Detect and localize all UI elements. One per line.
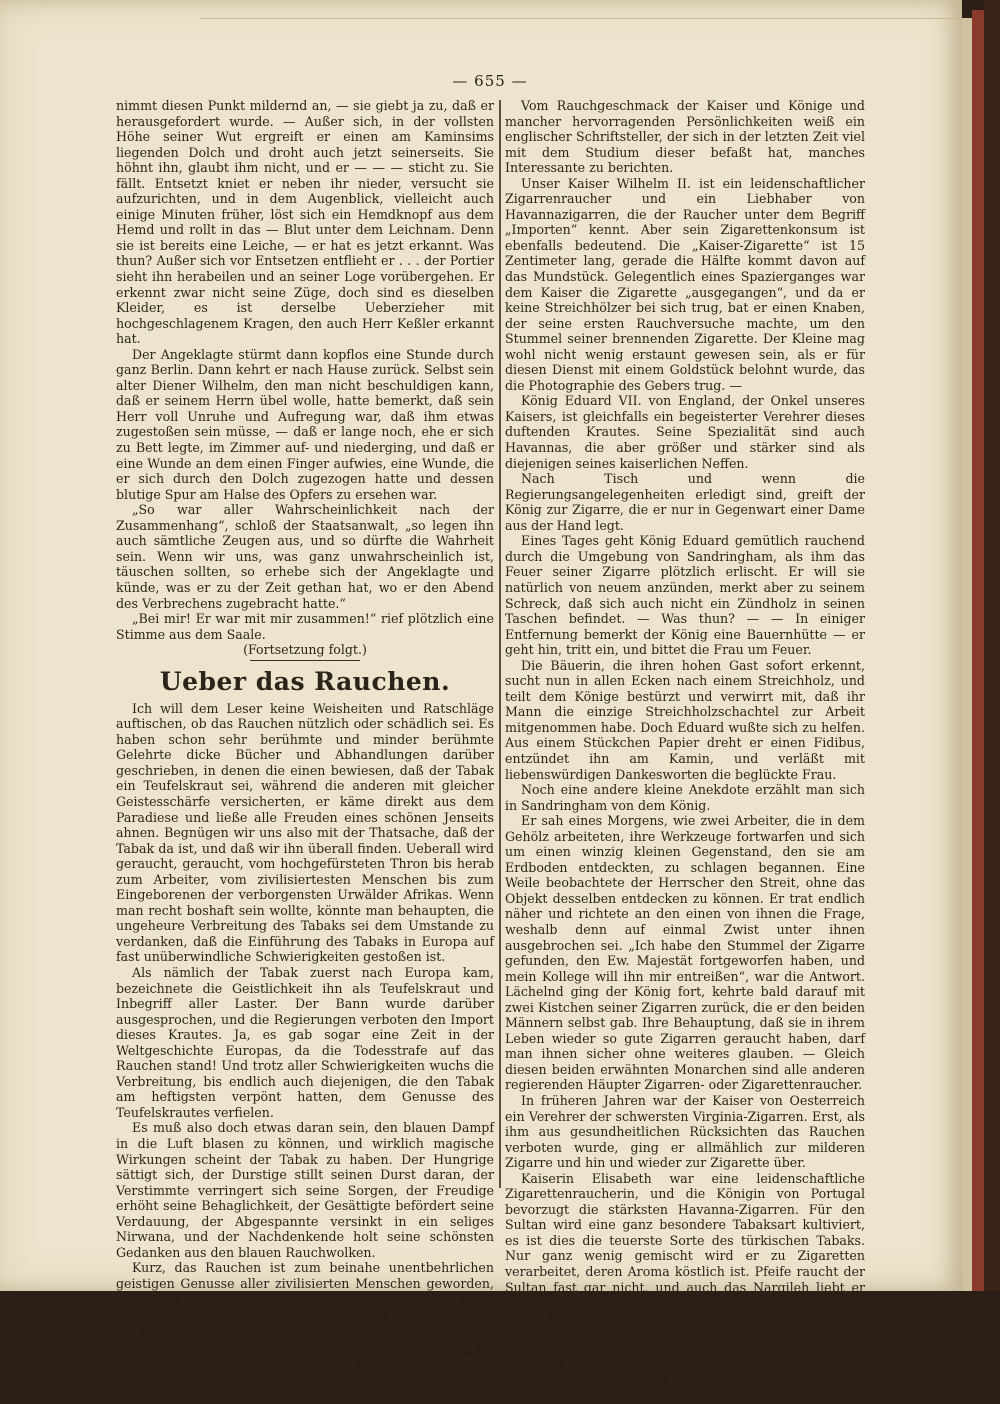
article-heading: Ueber das Rauchen. <box>159 666 451 696</box>
paragraph: Vom Rauchgeschmack der Kaiser und Könige und mancher hervorragenden Persönlichkeiten weiß ein englischer Schriftsteller, der sich in der letzten Zeit viel mit dem Studium dieser befaßt hat, manches Interessante zu berichten. <box>505 98 865 176</box>
paragraph: „Bei mir! Er war mit mir zusammen!“ rief plötzlich eine Stimme aus dem Saale. <box>116 611 494 642</box>
column-rule <box>499 100 501 1188</box>
paragraph: König Eduard VII. von England, der Onkel unseres Kaisers, ist gleichfalls ein begeisterter Verehrer dieses duftenden Krautes. Seine Spezialität sind auch Havannas, die aber größer und stärker sind als diejenigen seines kaiserlichen Neffen. <box>505 393 865 471</box>
section-separator <box>250 660 360 661</box>
continuation-note: (Fortsetzung folgt.) <box>243 642 367 658</box>
paragraph: Der Angeklagte stürmt dann kopflos eine Stunde durch ganz Berlin. Dann kehrt er nach Hause zurück. Selbst sein alter Diener Wilhelm, den man nicht beschuldigen kann, daß er seinem Herrn übel wolle, hatte bemerkt, daß sein Herr voll Unruhe und Aufregung war, daß ihm etwas zugestoßen sein müsse, — daß er lange noch, ehe er sich zu Bett legte, im Zimmer auf- und niederging, und daß er eine Wunde an dem einen Finger aufwies, eine Wunde, die er sich durch den Dolch zugezogen hatte und dessen blutige Spur am Halse des Opfers zu ersehen war. <box>116 346 494 502</box>
right-column <box>505 98 865 1404</box>
book-cover-edge <box>972 10 984 1291</box>
paragraph: Ich will dem Leser keine Weisheiten und Ratschläge auftischen, ob das Rauchen nützlich oder schädlich sei. Es haben schon sehr berühmte und minder berühmte Gelehrte dicke Bücher und Abhandlungen darüber geschrieben, in denen die einen bewiesen, daß der Tabak ein Teufelskraut sei, während die anderen mit gleicher Geistesschärfe versicherten, er käme direkt aus dem Paradiese und ließe alle Freuden eines schönen Jenseits ahnen. Begnügen wir uns also mit der Thatsache, daß der Tabak da ist, und daß wir ihn überall finden. Ueberall wird geraucht, geraucht, vom hochgefürsteten Thron bis herab zum Arbeiter, vom zivilisiertesten Menschen bis zum Eingeborenen der verborgensten Urwälder Afrikas. Wenn man recht boshaft sein wollte, könnte man behaupten, die ungeheure Verbreitung des Tabaks sei dem Umstande zu verdanken, daß die Einführung des Tabaks in Europa auf fast unüberwindliche Schwierigkeiten gestoßen ist. <box>116 700 494 965</box>
paragraph: Unser Kaiser Wilhelm II. ist ein leidenschaftlicher Zigarrenraucher und ein Liebhaber von Havannazigarren, die der Raucher unter dem Begriff „Importen“ kennt. Aber sein Zigarettenkonsum ist ebenfalls bedeutend. Die „Kaiser-Zigarette“ ist 15 Zentimeter lang, gerade die Hälfte kommt davon auf das Mundstück. Gelegentlich eines Spazierganges war dem Kaiser die Zigarette „ausgegangen“, und da er keine Streichhölzer bei sich trug, bat er einen Knaben, der seine ersten Rauchversuche machte, um den Stummel seiner brennenden Zigarette. Der Kleine mag wohl nicht wenig erstaunt gewesen sein, als er für diesen Dienst mit einem Goldstück belohnt wurde, das die Photographie des Gebers trug. — <box>505 175 865 393</box>
left-column <box>116 98 494 1385</box>
paragraph: Nach Tisch und wenn die Regierungsangelegenheiten erledigt sind, greift der König zur Zigarre, die er nur in Gegenwart einer Dame aus der Hand legt. <box>505 471 865 533</box>
paragraph: nimmt diesen Punkt mildernd an, — sie giebt ja zu, daß er herausgefordert wurde. — Außer sich, in der vollsten Höhe seiner Wut ergreift er einen am Kaminsims liegenden Dolch und droht auch jetzt seinerseits. Sie höhnt ihn, glaubt ihm nicht, und er — — — sticht zu. Sie fällt. Entsetzt kniet er neben ihr nieder, versucht sie aufzurichten, und in dem Augenblick, vielleicht auch einige Minuten früher, löst sich ein Hemdknopf aus dem Hemd und rollt in das — Blut unter dem Leichnam. Denn sie ist bereits eine Leiche, — er hat es jetzt erkannt. Was thun? Außer sich vor Entsetzen entflieht er . . . der Portier sieht ihn herabeilen und an seiner Loge vorübergehen. Er erkennt zwar nicht seine Züge, doch sind es dieselben Kleider, es ist derselbe Ueberzieher mit hochgeschlagenem Kragen, den auch Herr Keßler erkannt hat. <box>116 98 494 347</box>
book-spine-shadow <box>984 0 1000 1291</box>
paragraph: Er sah eines Morgens, wie zwei Arbeiter, die in dem Gehölz arbeiteten, ihre Werkzeuge fortwarfen und sich um einen winzig kleinen Gegenstand, den sie am Erdboden entdeckten, zu schlagen begannen. Eine Weile beobachtete der Herrscher den Streit, ohne das Objekt desselben entdecken zu können. Er trat endlich näher und richtete an den einen von ihnen die Frage, weshalb denn auf einmal Zwist unter ihnen ausgebrochen sei. „Ich habe den Stummel der Zigarre gefunden, den Ew. Majestät fortgeworfen haben, und mein Kollege will ihn mir entreißen“, war die Antwort. Lächelnd ging der König fort, kehrte bald darauf mit zwei Kistchen seiner Zigarren zurück, die er den beiden Männern selbst gab. Ihre Behauptung, daß sie in ihrem Leben wieder so gute Zigarren geraucht haben, darf man ihnen sicher ohne weiteres glauben. — Gleich diesen beiden erwähnten Monarchen sind alle anderen regierenden Häupter Zigarren- oder Zigarettenraucher. <box>505 813 865 1093</box>
paragraph: Als nämlich der Tabak zuerst nach Europa kam, bezeichnete die Geistlichkeit ihn als Teufelskraut und Inbegriff aller Laster. Der Bann wurde darüber ausgesprochen, und die Regierungen verboten den Import dieses Krautes. Ja, es gab sogar eine Zeit in der Weltgeschichte Europas, da die Todesstrafe auf das Rauchen stand! Und trotz aller Schwierigkeiten wuchs die Verbreitung, bis endlich auch diejenigen, die den Tabak am heftigsten verpönt hatten, dem Genusse des Teufelskrautes verfielen. <box>116 964 494 1120</box>
paragraph: Eines Tages geht König Eduard gemütlich rauchend durch die Umgebung von Sandringham, als ihm das Feuer seiner Zigarre plötzlich erlischt. Er will sie natürlich von neuem anzünden, merkt aber zu seinem Schreck, daß sich auch nicht ein Zündholz in seinen Taschen befindet. — Was thun? — — In einiger Entfernung bemerkt der König eine Bauernhütte — er geht hin, tritt ein, und bittet die Frau um Feuer. <box>505 533 865 658</box>
paragraph: Die Zigarren und Zigaretten der Kaiser, Könige und Fürsten haben gewissermaßen einen diplomatischen Charakter. Aus den feinen blau-grauen Wolken entwirren <box>505 1341 865 1404</box>
page-top-line <box>200 18 962 19</box>
paragraph: Noch eine andere kleine Anekdote erzählt man sich in Sandringham von dem König. <box>505 782 865 813</box>
page-number: — 655 — <box>452 72 528 90</box>
paragraph: Kurz, das Rauchen ist zum beinahe unentbehrlichen geistigen Genusse aller zivilisierten Menschen geworden, und man kann sagen, daß Menschen, an die das Leben große Anforderungen gestellt hat, die viel geistig arbeiten, fast durchweg starke Raucher sind. Es braucht nicht erst versichert zu werden, daß die Geschmacksrichtungen in betreff des Tabaks sehr verschieden sind. So viel Sorten, so viel „Geschmäcker“. <box>116 1260 494 1385</box>
paragraph: Kaiserin Elisabeth war eine leidenschaftliche Zigarettenraucherin, und die Königin von Portugal bevorzugt die stärksten Havanna-Zigarren. Für den Sultan wird eine ganz besondere Tabaksart kultiviert, es ist dies die teuerste Sorte des türkischen Tabaks. Nur ganz wenig gemischt wird er zu Zigaretten verarbeitet, deren Aroma köstlich ist. Pfeife raucht der Sultan fast gar nicht, und auch das Nargileh liebt er nicht besonders. Trotzdem die Sitte des Rauchens zuletzt nach dem Orient gekommen ist, finden wir unter den indischen Fürsten die passioniertesten Raucher. <box>505 1170 865 1342</box>
page-edge <box>962 18 972 1291</box>
paragraph: Die Bäuerin, die ihren hohen Gast sofort erkennt, sucht nun in allen Ecken nach einem Streichholz, und teilt dem Könige bestürzt und verwirrt mit, daß ihr Mann die einzige Streichholzschachtel zur Arbeit mitgenommen habe. Doch Eduard wußte sich zu helfen. Aus einem Stückchen Papier dreht er einen Fidibus, entzündet ihn am Kamin, und verläßt mit liebenswürdigen Dankesworten die beglückte Frau. <box>505 657 865 782</box>
paragraph: In früheren Jahren war der Kaiser von Oesterreich ein Verehrer der schwersten Virginia-Zigarren. Erst, als ihm aus gesundheitlichen Rücksichten das Rauchen verboten wurde, ging er allmählich zur milderen Zigarre und hin und wieder zur Zigarette über. <box>505 1093 865 1171</box>
paragraph: Es muß also doch etwas daran sein, den blauen Dampf in die Luft blasen zu können, und wirklich magische Wirkungen scheint der Tabak zu haben. Der Hungrige sättigt sich, der Durstige stillt seinen Durst daran, der Verstimmte verringert sich seine Sorgen, der Freudige erhöht seine Behaglichkeit, der Gesättigte befördert seine Verdauung, der Abgespannte versinkt in ein seliges Nirwana, und der Nachdenkende holt seine schönsten Gedanken aus den blauen Rauchwolken. <box>116 1120 494 1260</box>
paragraph: „So war aller Wahrscheinlichkeit nach der Zusammenhang“, schloß der Staatsanwalt, „so legen ihn auch sämtliche Zeugen aus, und so dürfte die Wahrheit sein. Wenn wir uns, was ganz unwahrscheinlich ist, täuschen sollten, so erhebe sich der Angeklagte und künde, was er zu der Zeit gethan hat, wo er den Abend des Verbrechens zugebracht hatte.“ <box>116 502 494 611</box>
